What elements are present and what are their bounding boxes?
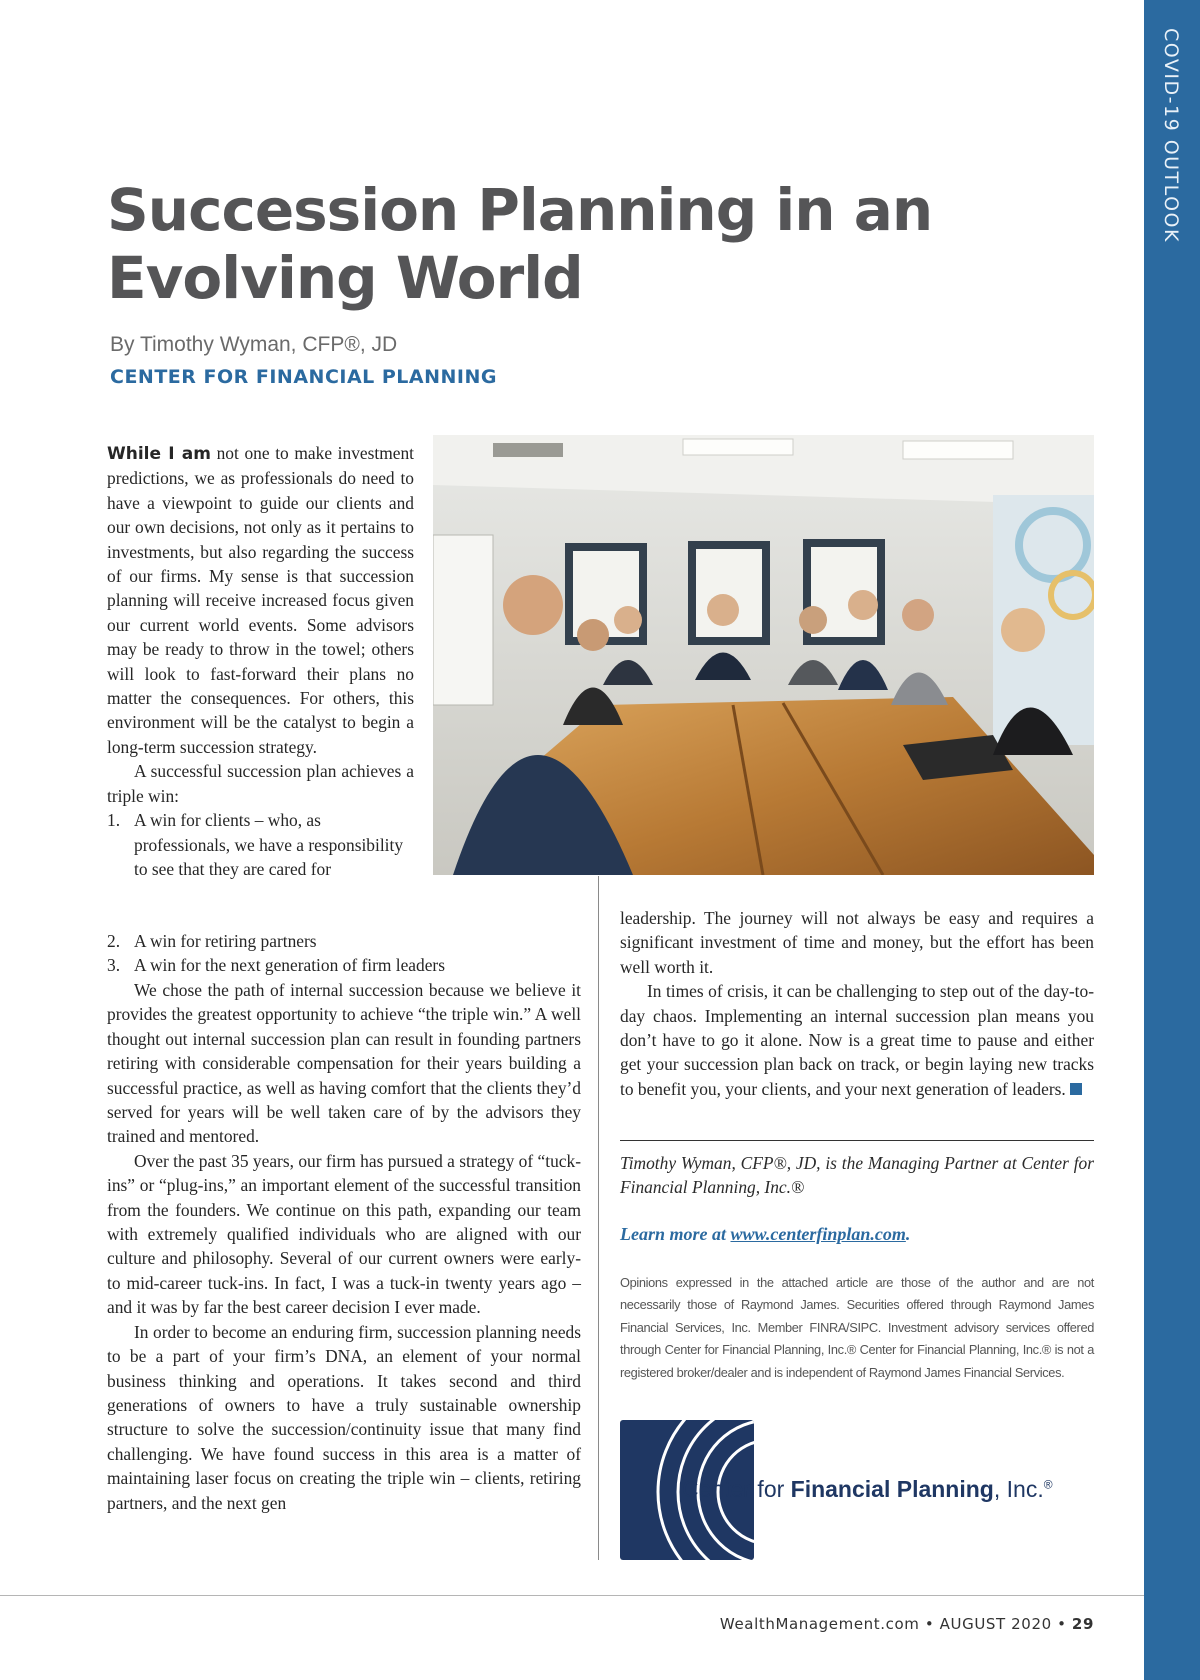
section-tab-label: COVID-19 OUTLOOK (1160, 28, 1182, 243)
paragraph-3: We chose the path of internal succession because we believe it provides the greatest opportunity to achieve “the triple win.” A well thought out internal succession plan can result in founding partners retiring with considerable compensation for their years building a successful practice, as well as having comfort that the clients they’d served for years will be well taken care of by the advisors they trained and mentored. (107, 980, 581, 1147)
list-item (107, 929, 587, 953)
article-column-right (620, 906, 1094, 1101)
bio-divider (620, 1140, 1094, 1141)
list-number: 2. (107, 931, 121, 951)
author-bio: Timothy Wyman, CFP®, JD, is the Managing Partner at Center for Financial Planning, Inc.® (620, 1153, 1094, 1198)
author-company: CENTER FOR FINANCIAL PLANNING (110, 366, 497, 388)
triple-win-list-continued (107, 929, 587, 978)
list-text: A win for clients – who, as professionals, we have a responsibility to see that they are cared for (134, 810, 404, 879)
title-line-1: Succession Planning in an (107, 176, 933, 244)
paragraph-5: In order to become an enduring firm, succession planning needs to be a part of your firm’s DNA, an element of your normal business thinking and operations. It takes second and third generations of owners to have a truly sustainable ownership structure to solve the succession/continuity issue that many find challenging. We have found success in this area is a matter of maintaining laser focus on creating the triple win – clients, retiring partners, and the next gen (107, 1321, 581, 1513)
lead-in: While I am (107, 444, 211, 464)
byline: By Timothy Wyman, CFP®, JD (110, 333, 398, 356)
title-line-2: Evolving World (107, 244, 583, 312)
list-number: 3. (107, 955, 121, 976)
meeting-photo (433, 435, 1094, 875)
paragraph-1 (107, 441, 414, 759)
article-column-left (107, 978, 581, 1515)
footer-separator: • (1051, 1615, 1072, 1633)
page-footer (720, 1615, 1094, 1633)
paragraph-1-text: not one to make investment predictions, we as professionals do need to have a viewpoint to guide our clients and our own decisions, not only as it pertains to investments, but also regarding the success of our firms. My sense is that succession planning will receive increased focus given our current world events. Some advisors may be ready to throw in the towel; others will look to fast-forward their plans no matter the consequences. For others, this environment will be the catalyst to begin a long-term succession strategy. (107, 443, 414, 757)
company-logo-text (682, 1476, 1053, 1503)
page-number: 29 (1071, 1615, 1094, 1633)
logo-text-part3: , Inc. (993, 1476, 1044, 1502)
paragraph-2: A successful succession plan achieves a triple win: (107, 761, 414, 806)
footer-separator: • (919, 1615, 940, 1633)
article-column-narrow (107, 441, 414, 881)
disclaimer: Opinions expressed in the attached article are those of the author and are not necessarily those of Raymond James. Securities offered through Raymond James Financial Services, Inc. Member FINRA/SIPC. Investment advisory services offered through Center for Financial Planning, Inc.® Center for Financial Planning, Inc.® is not a registered broker/dealer and is independent of Raymond James Financial Services. (620, 1275, 1094, 1380)
triple-win-list (107, 808, 414, 881)
column-divider (598, 876, 599, 1560)
list-number: 1. (107, 810, 121, 831)
website-link[interactable]: www.centerfinplan.com (730, 1224, 906, 1244)
article-title (107, 176, 1007, 312)
list-text: A win for retiring partners (134, 931, 317, 951)
footer-date: AUGUST 2020 (939, 1615, 1052, 1633)
list-item (107, 808, 414, 881)
learn-more-prefix: Learn more at (620, 1224, 731, 1244)
learn-more (620, 1224, 910, 1245)
learn-more-suffix: . (905, 1224, 911, 1244)
footer-divider (0, 1595, 1144, 1596)
list-text: A win for the next generation of firm leaders (134, 955, 445, 976)
logo-text-part2: Financial Planning (790, 1476, 994, 1502)
section-tab (1160, 28, 1184, 268)
logo-registered-mark: ® (1043, 1477, 1053, 1492)
end-mark-icon (1070, 1083, 1082, 1095)
article-list-continued (107, 929, 587, 978)
logo-text-part1: Center for (682, 1476, 791, 1502)
paragraph-4: Over the past 35 years, our firm has pursued a strategy of “tuck-ins” or “plug-ins,” an important element of the successful transition from the founders. We continue on this path, expanding our team with extremely qualified individuals who are aligned with our culture and philosophy. Several of our current owners were early- to mid-career tuck-ins. In fact, I was a tuck-in twenty years ago – and it was by far the best career decision I ever made. (107, 1150, 581, 1318)
paragraph-7-text: In times of crisis, it can be challenging to step out of the day-to-day chaos. Implementing an internal succession plan means you don’t have to go it alone. Now is a great time to pause and either get your succession plan back on track, or begin laying new tracks to benefit you, your clients, and your next generation of leaders. (620, 981, 1094, 1099)
paragraph-6: leadership. The journey will not always be easy and requires a significant investment of time and money, but the effort has been well worth it. (620, 908, 1094, 977)
footer-site: WealthManagement.com (719, 1615, 920, 1633)
paragraph-7 (620, 979, 1094, 1101)
list-item (107, 953, 587, 977)
